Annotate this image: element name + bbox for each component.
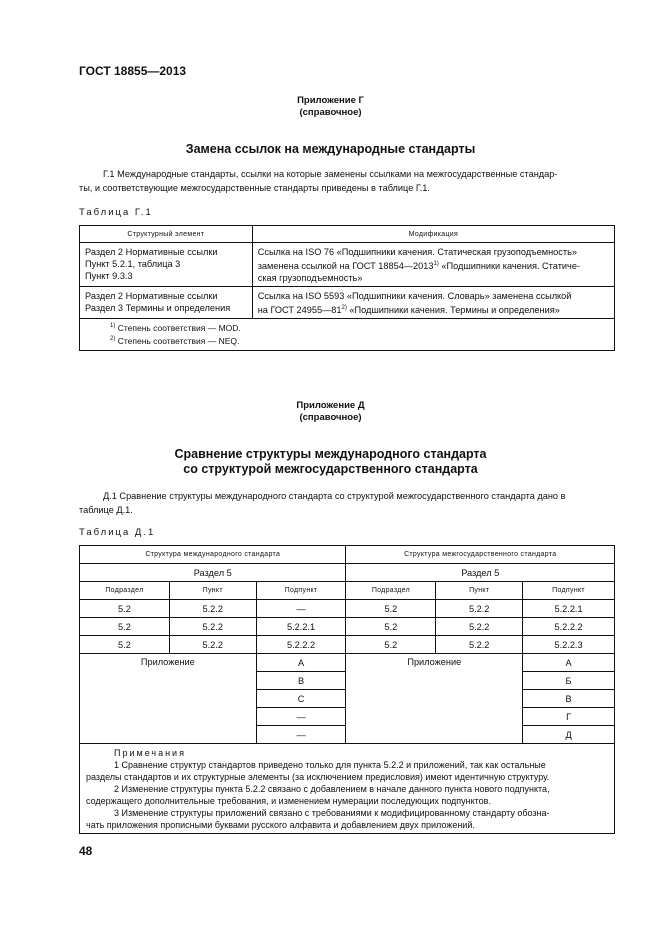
appendix-d-heading-line: Сравнение структуры международного стандарта (174, 447, 487, 461)
table-cell: — (256, 726, 346, 744)
cell-line: Ссылка на ISO 76 «Подшипники качения. Статическая грузоподъемность» (257, 247, 577, 257)
table-g1-caption: Таблица Г.1 (79, 207, 153, 218)
appendix-d-title-block (0, 400, 661, 424)
cell-line: Пункт 5.2.1, таблица 3 (85, 259, 181, 269)
cell-line: Раздел 3 Термины и определения (85, 303, 231, 314)
table-cell: 5.2 (346, 636, 436, 654)
table-cell (80, 243, 253, 287)
table-cell: 5.2.2 (169, 618, 256, 636)
table-cell: 5.2.2 (169, 600, 256, 618)
table-cell: 5.2.2.1 (256, 618, 346, 636)
table-row (80, 243, 615, 287)
table-cell (80, 287, 253, 319)
table-row (80, 600, 615, 618)
appendix-d-intro (79, 489, 613, 517)
table-d1-caption: Таблица Д.1 (79, 527, 156, 538)
table-cell: 5.2 (346, 618, 436, 636)
footnote-text: Степень соответствия — MOD. (115, 322, 241, 333)
notes-title: Примечания (114, 748, 186, 758)
cell-line: Пункт 9.3.3 (85, 271, 133, 281)
appendix-g-title-block (0, 95, 661, 119)
table-cell (252, 243, 614, 287)
col-header-item: Пункт (436, 582, 523, 600)
table-d1 (79, 545, 615, 834)
table-cell: 5.2 (80, 636, 170, 654)
appendix-g-intro (79, 167, 613, 195)
document-id: ГОСТ 18855—2013 (79, 64, 187, 78)
appendix-d-intro-line: таблице Д.1. (79, 505, 133, 515)
cell-line (258, 302, 610, 316)
footnote-ref: 2) (341, 305, 347, 312)
table-row (80, 287, 615, 319)
cell-line: Ссылка на ISO 5593 «Подшипники качения. Словарь» заменена ссылкой (257, 291, 572, 302)
cell-line: Раздел 2 Нормативные ссылки (85, 247, 218, 257)
table-cell: Б (523, 672, 615, 690)
table-footnotes (80, 319, 615, 351)
note-line: 3 Изменение структуры приложений связано с требованиями к модифицированному стандарту обозна- (114, 808, 550, 818)
appendix-d-intro-line: Д.1 Сравнение структуры международного стандарта со структурой межгосударственного стандарта дано в (103, 491, 566, 501)
table-cell: Г (523, 708, 615, 726)
note-line: 2 Изменение структуры пункта 5.2.2 связано с добавлением в начале данного пункта нового подпункта, (114, 784, 550, 794)
note-line: разделы стандартов и их структурные элементы (за исключением предисловия) имеют идентичную структуру. (86, 772, 550, 782)
table-g1-header-element: Структурный элемент (80, 226, 253, 243)
appendix-d-title: Приложение Д (296, 400, 365, 411)
table-d1-left-section: Раздел 5 (80, 564, 346, 582)
table-cell: А (256, 654, 346, 672)
table-cell: 5.2 (80, 618, 170, 636)
table-cell: Д (523, 726, 615, 744)
table-cell: 5.2.2 (436, 636, 523, 654)
col-header-subitem: Подпункт (256, 582, 346, 600)
note-line: содержащего дополнительные требования, и изменением нумерации последующих подпунктов. (86, 796, 491, 806)
table-d1-right-header: Структура межгосударственного стандарта (346, 546, 615, 564)
appendix-g-subtitle: (справочное) (299, 107, 362, 118)
table-cell: С (256, 690, 346, 708)
appendix-g-intro-line: ты, и соответствующие межгосударственные стандарты приведены в таблице Г.1. (79, 183, 430, 193)
table-cell: — (256, 600, 346, 618)
footnote (110, 334, 614, 347)
table-cell: 5.2 (346, 600, 436, 618)
table-row (80, 654, 615, 672)
footnote-text: Степень соответствия — NEQ. (115, 335, 240, 346)
table-cell: 5.2.2.1 (523, 600, 615, 618)
appendix-g-title: Приложение Г (297, 95, 364, 106)
table-cell: 5.2 (80, 600, 170, 618)
table-cell: В (523, 690, 615, 708)
appendix-d-subtitle: (справочное) (299, 412, 362, 423)
page-number: 48 (79, 844, 93, 858)
table-d1-left-header: Структура международного стандарта (80, 546, 346, 564)
appendix-g-heading: Замена ссылок на международные стандарты (185, 142, 476, 156)
col-header-subitem: Подпункт (523, 582, 615, 600)
table-d1-right-section: Раздел 5 (346, 564, 615, 582)
table-cell: В (256, 672, 346, 690)
table-g1-header-modification: Модификация (252, 226, 614, 243)
cell-text: «Подшипники качения. Статиче- (438, 261, 580, 272)
footnote-ref: 1) (433, 261, 439, 267)
table-cell: 5.2.2 (436, 600, 523, 618)
cell-text: на ГОСТ 24955—81 (257, 305, 342, 316)
table-cell: 5.2.2.2 (523, 618, 615, 636)
table-cell (252, 287, 614, 319)
appendix-d-heading-line: со структурой межгосударственного стандарта (183, 462, 478, 476)
col-header-item: Пункт (169, 582, 256, 600)
cell-line: Раздел 2 Нормативные ссылки (85, 291, 218, 302)
table-d1-notes (80, 744, 615, 834)
col-header-subsection: Подраздел (80, 582, 170, 600)
footnote (110, 321, 614, 334)
cell-text: «Подшипники качения. Термины и определения» (346, 305, 560, 316)
table-cell: 5.2.2.3 (523, 636, 615, 654)
appendix-label-left: Приложение (80, 654, 257, 744)
cell-text: заменена ссылкой на ГОСТ 18854—2013 (257, 261, 434, 272)
table-g1 (79, 225, 615, 351)
col-header-subsection: Подраздел (346, 582, 436, 600)
note-line: 1 Сравнение структур стандартов приведено только для пункта 5.2.2 и приложений, так как остальные (114, 760, 546, 770)
table-row (80, 636, 615, 654)
table-cell: 5.2.2 (169, 636, 256, 654)
table-g1-footnotes (80, 319, 615, 351)
table-row (80, 618, 615, 636)
appendix-g-intro-line: Г.1 Международные стандарты, ссылки на которые заменены ссылками на межгосударственные стандар- (103, 169, 558, 179)
table-cell: 5.2.2 (436, 618, 523, 636)
footnote-mark: 1) (110, 323, 116, 330)
note-line: чать приложения прописными буквами русского алфавита и добавлением двух приложений. (86, 820, 475, 830)
table-cell: 5.2.2.2 (256, 636, 346, 654)
footnote-mark: 2) (110, 335, 116, 342)
appendix-label-right: Приложение (346, 654, 523, 744)
table-cell: — (256, 708, 346, 726)
table-cell: А (523, 654, 615, 672)
cell-line (258, 258, 610, 272)
appendix-d-heading (0, 447, 661, 477)
cell-line: ская грузоподъемность» (257, 273, 363, 284)
